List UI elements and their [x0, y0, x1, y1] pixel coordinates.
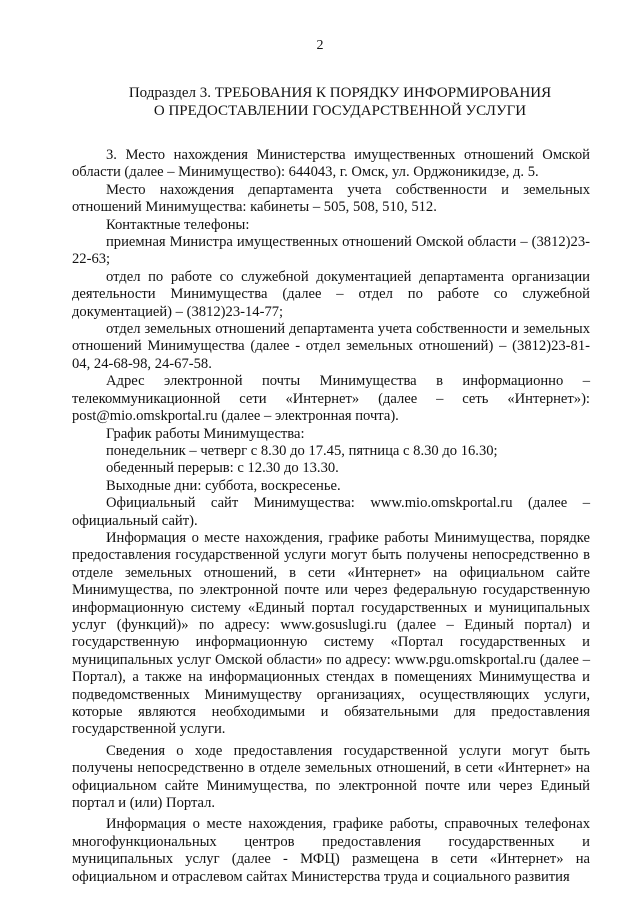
paragraph: Адрес электронной почты Минимущества в информационно – телекоммуникационной сети «Интернет» (далее – сеть «Интернет»): post@mio.omskportal.ru (далее – электронная почта). — [72, 373, 590, 425]
paragraph: Место нахождения департамента учета собственности и земельных отношений Минимущества: кабинеты – 505, 508, 510, 512. — [72, 181, 590, 216]
page-number: 2 — [316, 38, 324, 53]
paragraph: понедельник – четверг с 8.30 до 17.45, пятница с 8.30 до 16.30; — [106, 442, 498, 459]
section-heading-line-2: О ПРЕДОСТАВЛЕНИИ ГОСУДАРСТВЕННОЙ УСЛУГИ — [153, 103, 527, 119]
section-heading — [60, 84, 620, 120]
paragraph: обеденный перерыв: с 12.30 до 13.30. — [106, 460, 339, 477]
paragraph: Информация о месте нахождения, графике работы Минимущества, порядке предоставления государственной услуги могут быть получены непосредственно в отделе земельных отношений, в сети «Интернет» на официальном сайте Минимущества, по электронной почте или через федеральную государственную информационную систему «Единый портал государственных и муниципальных услуг (функций)» по адресу: www.gosuslugi.ru (далее – Единый портал) и государственную информационную систему «Портал государственных и муниципальных услуг Омской области» по адресу: www.pgu.omskportal.ru (далее – Портал), а также на информационных стендах в помещениях Минимущества и подведомственных Минимуществу организациях, осуществляющих услуги, которые являются необходимыми и обязательными для предоставления государственной услуги. — [72, 529, 590, 738]
paragraph: График работы Минимущества: — [106, 425, 305, 442]
paragraph: отдел земельных отношений департамента учета собственности и земельных отношений Минимущества (далее - отдел земельных отношений) – (3812)23-81-04, 24-68-98, 24-67-58. — [72, 321, 590, 372]
paragraph: приемная Министра имущественных отношений Омской области – (3812)23-22-63; — [72, 234, 590, 268]
document-body — [72, 147, 590, 886]
paragraph: Контактные телефоны: — [106, 216, 250, 233]
paragraph: Выходные дни: суббота, воскресенье. — [106, 477, 341, 494]
paragraph: Информация о месте нахождения, графике работы, справочных телефонах многофункциональных центров предоставления государственных и муниципальных услуг (далее - МФЦ) размещена в сети «Интернет» на официальном и отраслевом сайтах Министерства труда и социального развития — [72, 816, 590, 885]
paragraph: Сведения о ходе предоставления государственной услуги могут быть получены непосредственно в отделе земельных отношений, в сети «Интернет» на официальном сайте Минимущества, по электронной почте или через Единый портал и (или) Портал. — [72, 742, 590, 812]
paragraph: 3. Место нахождения Министерства имущественных отношений Омской области (далее – Минимущество): 644043, г. Омск, ул. Орджоникидзе, д. 5. — [72, 147, 590, 181]
section-heading-line-1: Подраздел 3. ТРЕБОВАНИЯ К ПОРЯДКУ ИНФОРМИРОВАНИЯ — [128, 85, 552, 101]
paragraph: отдел по работе со служебной документацией департамента организации деятельности Минимущества (далее – отдел по работе со служебной документацией) – (3812)23-14-77; — [72, 268, 590, 320]
paragraph: Официальный сайт Минимущества: www.mio.omskportal.ru (далее – официальный сайт). — [72, 495, 590, 529]
